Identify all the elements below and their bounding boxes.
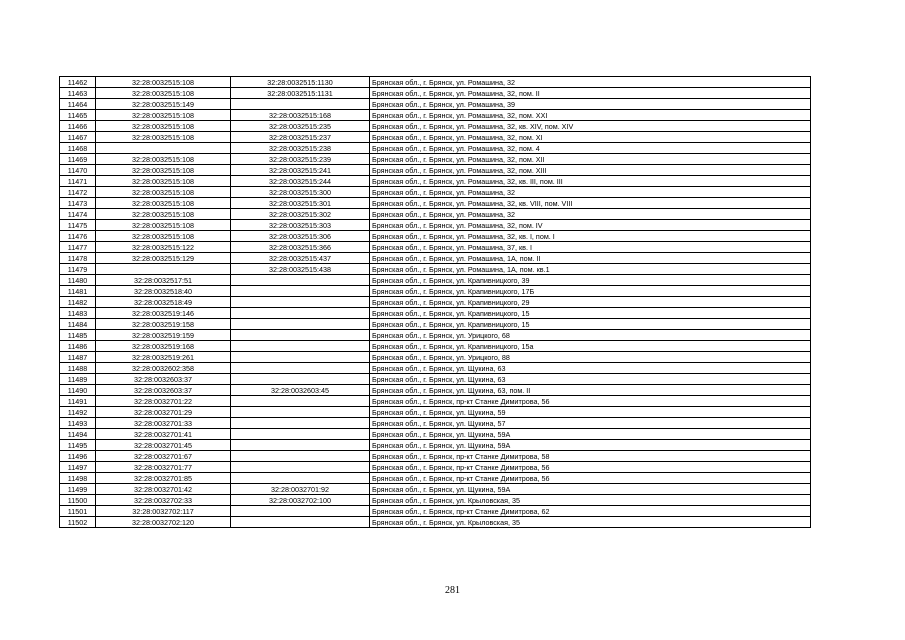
- address-cell: Брянская обл., г. Брянск, ул. Крыловская, 35: [370, 517, 811, 528]
- address-cell: Брянская обл., г. Брянск, ул. Крапивницкого, 29: [370, 297, 811, 308]
- object-cadastral-number-cell: 32:28:0032515:301: [231, 198, 370, 209]
- table-row: [60, 385, 811, 396]
- land-cadastral-number-cell: 32:28:0032518:40: [96, 286, 231, 297]
- object-cadastral-number-cell: 32:28:0032515:1131: [231, 88, 370, 99]
- object-cadastral-number-cell: [231, 418, 370, 429]
- row-number-cell: 11496: [60, 451, 96, 462]
- table-row: [60, 363, 811, 374]
- address-cell: Брянская обл., г. Брянск, ул. Ромашина, 32, пом. IV: [370, 220, 811, 231]
- object-cadastral-number-cell: [231, 506, 370, 517]
- table-row: [60, 330, 811, 341]
- row-number-cell: 11475: [60, 220, 96, 231]
- object-cadastral-number-cell: 32:28:0032515:237: [231, 132, 370, 143]
- row-number-cell: 11494: [60, 429, 96, 440]
- land-cadastral-number-cell: [96, 264, 231, 275]
- object-cadastral-number-cell: 32:28:0032701:92: [231, 484, 370, 495]
- land-cadastral-number-cell: 32:28:0032701:45: [96, 440, 231, 451]
- land-cadastral-number-cell: 32:28:0032515:108: [96, 121, 231, 132]
- object-cadastral-number-cell: [231, 374, 370, 385]
- row-number-cell: 11473: [60, 198, 96, 209]
- table-row: [60, 484, 811, 495]
- object-cadastral-number-cell: [231, 297, 370, 308]
- table-row: [60, 374, 811, 385]
- object-cadastral-number-cell: [231, 396, 370, 407]
- row-number-cell: 11465: [60, 110, 96, 121]
- address-cell: Брянская обл., г. Брянск, ул. Урицкого, 88: [370, 352, 811, 363]
- land-cadastral-number-cell: 32:28:0032519:159: [96, 330, 231, 341]
- object-cadastral-number-cell: [231, 517, 370, 528]
- table-row: [60, 319, 811, 330]
- land-cadastral-number-cell: 32:28:0032701:85: [96, 473, 231, 484]
- object-cadastral-number-cell: [231, 308, 370, 319]
- row-number-cell: 11492: [60, 407, 96, 418]
- object-cadastral-number-cell: [231, 275, 370, 286]
- object-cadastral-number-cell: [231, 407, 370, 418]
- object-cadastral-number-cell: 32:28:0032515:1130: [231, 77, 370, 88]
- registry-table-body: [60, 77, 811, 528]
- table-row: [60, 495, 811, 506]
- address-cell: Брянская обл., г. Брянск, пр-кт Станке Димитрова, 62: [370, 506, 811, 517]
- row-number-cell: 11495: [60, 440, 96, 451]
- table-row: [60, 275, 811, 286]
- row-number-cell: 11489: [60, 374, 96, 385]
- row-number-cell: 11490: [60, 385, 96, 396]
- address-cell: Брянская обл., г. Брянск, ул. Ромашина, 1А, пом. кв.1: [370, 264, 811, 275]
- table-row: [60, 517, 811, 528]
- land-cadastral-number-cell: 32:28:0032515:108: [96, 209, 231, 220]
- row-number-cell: 11482: [60, 297, 96, 308]
- land-cadastral-number-cell: 32:28:0032515:108: [96, 154, 231, 165]
- table-row: [60, 308, 811, 319]
- row-number-cell: 11476: [60, 231, 96, 242]
- object-cadastral-number-cell: 32:28:0032515:168: [231, 110, 370, 121]
- address-cell: Брянская обл., г. Брянск, ул. Ромашина, 32: [370, 209, 811, 220]
- address-cell: Брянская обл., г. Брянск, ул. Ромашина, 32, кв. III, пом. III: [370, 176, 811, 187]
- land-cadastral-number-cell: 32:28:0032519:168: [96, 341, 231, 352]
- table-row: [60, 209, 811, 220]
- object-cadastral-number-cell: 32:28:0032515:235: [231, 121, 370, 132]
- address-cell: Брянская обл., г. Брянск, ул. Щукина, 59: [370, 407, 811, 418]
- table-row: [60, 154, 811, 165]
- row-number-cell: 11486: [60, 341, 96, 352]
- table-row: [60, 165, 811, 176]
- land-cadastral-number-cell: 32:28:0032515:122: [96, 242, 231, 253]
- land-cadastral-number-cell: 32:28:0032702:33: [96, 495, 231, 506]
- land-cadastral-number-cell: 32:28:0032701:22: [96, 396, 231, 407]
- page-number: 281: [445, 585, 460, 596]
- land-cadastral-number-cell: 32:28:0032701:77: [96, 462, 231, 473]
- land-cadastral-number-cell: 32:28:0032515:108: [96, 231, 231, 242]
- row-number-cell: 11499: [60, 484, 96, 495]
- land-cadastral-number-cell: 32:28:0032515:108: [96, 110, 231, 121]
- row-number-cell: 11502: [60, 517, 96, 528]
- table-row: [60, 253, 811, 264]
- table-row: [60, 99, 811, 110]
- address-cell: Брянская обл., г. Брянск, ул. Крапивницкого, 15: [370, 308, 811, 319]
- land-cadastral-number-cell: 32:28:0032701:29: [96, 407, 231, 418]
- address-cell: Брянская обл., г. Брянск, пр-кт Станке Димитрова, 56: [370, 473, 811, 484]
- address-cell: Брянская обл., г. Брянск, ул. Щукина, 59А: [370, 484, 811, 495]
- row-number-cell: 11471: [60, 176, 96, 187]
- table-row: [60, 429, 811, 440]
- table-row: [60, 352, 811, 363]
- address-cell: Брянская обл., г. Брянск, ул. Крыловская, 35: [370, 495, 811, 506]
- address-cell: Брянская обл., г. Брянск, ул. Щукина, 63: [370, 363, 811, 374]
- row-number-cell: 11463: [60, 88, 96, 99]
- table-row: [60, 451, 811, 462]
- address-cell: Брянская обл., г. Брянск, ул. Щукина, 59А: [370, 429, 811, 440]
- table-row: [60, 297, 811, 308]
- object-cadastral-number-cell: [231, 451, 370, 462]
- object-cadastral-number-cell: 32:28:0032515:438: [231, 264, 370, 275]
- address-cell: Брянская обл., г. Брянск, ул. Ромашина, 1А, пом. II: [370, 253, 811, 264]
- row-number-cell: 11491: [60, 396, 96, 407]
- row-number-cell: 11466: [60, 121, 96, 132]
- address-cell: Брянская обл., г. Брянск, ул. Ромашина, 32: [370, 187, 811, 198]
- object-cadastral-number-cell: 32:28:0032515:241: [231, 165, 370, 176]
- land-cadastral-number-cell: 32:28:0032519:158: [96, 319, 231, 330]
- land-cadastral-number-cell: 32:28:0032702:120: [96, 517, 231, 528]
- object-cadastral-number-cell: 32:28:0032515:303: [231, 220, 370, 231]
- table-row: [60, 418, 811, 429]
- row-number-cell: 11464: [60, 99, 96, 110]
- object-cadastral-number-cell: [231, 473, 370, 484]
- address-cell: Брянская обл., г. Брянск, ул. Крапивницкого, 15а: [370, 341, 811, 352]
- object-cadastral-number-cell: [231, 363, 370, 374]
- object-cadastral-number-cell: [231, 429, 370, 440]
- table-row: [60, 143, 811, 154]
- row-number-cell: 11483: [60, 308, 96, 319]
- address-cell: Брянская обл., г. Брянск, ул. Щукина, 59А: [370, 440, 811, 451]
- table-row: [60, 264, 811, 275]
- table-row: [60, 220, 811, 231]
- land-cadastral-number-cell: 32:28:0032515:108: [96, 187, 231, 198]
- table-row: [60, 77, 811, 88]
- row-number-cell: 11462: [60, 77, 96, 88]
- table-row: [60, 462, 811, 473]
- table-row: [60, 440, 811, 451]
- row-number-cell: 11472: [60, 187, 96, 198]
- address-cell: Брянская обл., г. Брянск, ул. Ромашина, 32, кв. VIII, пом. VIII: [370, 198, 811, 209]
- address-cell: Брянская обл., г. Брянск, ул. Щукина, 63: [370, 374, 811, 385]
- row-number-cell: 11488: [60, 363, 96, 374]
- row-number-cell: 11468: [60, 143, 96, 154]
- address-cell: Брянская обл., г. Брянск, пр-кт Станке Димитрова, 56: [370, 396, 811, 407]
- object-cadastral-number-cell: 32:28:0032515:437: [231, 253, 370, 264]
- row-number-cell: 11469: [60, 154, 96, 165]
- row-number-cell: 11493: [60, 418, 96, 429]
- row-number-cell: 11484: [60, 319, 96, 330]
- land-cadastral-number-cell: 32:28:0032603:37: [96, 374, 231, 385]
- address-cell: Брянская обл., г. Брянск, ул. Щукина, 57: [370, 418, 811, 429]
- land-cadastral-number-cell: 32:28:0032518:49: [96, 297, 231, 308]
- row-number-cell: 11498: [60, 473, 96, 484]
- object-cadastral-number-cell: 32:28:0032515:300: [231, 187, 370, 198]
- land-cadastral-number-cell: 32:28:0032515:129: [96, 253, 231, 264]
- land-cadastral-number-cell: 32:28:0032702:117: [96, 506, 231, 517]
- address-cell: Брянская обл., г. Брянск, ул. Урицкого, 68: [370, 330, 811, 341]
- object-cadastral-number-cell: [231, 440, 370, 451]
- row-number-cell: 11481: [60, 286, 96, 297]
- land-cadastral-number-cell: 32:28:0032701:33: [96, 418, 231, 429]
- object-cadastral-number-cell: [231, 330, 370, 341]
- address-cell: Брянская обл., г. Брянск, ул. Ромашина, 32, пом. XI: [370, 132, 811, 143]
- land-cadastral-number-cell: 32:28:0032515:108: [96, 165, 231, 176]
- land-cadastral-number-cell: 32:28:0032701:41: [96, 429, 231, 440]
- address-cell: Брянская обл., г. Брянск, ул. Ромашина, 32: [370, 77, 811, 88]
- row-number-cell: 11485: [60, 330, 96, 341]
- address-cell: Брянская обл., г. Брянск, ул. Ромашина, 32, кв. I, пом. I: [370, 231, 811, 242]
- table-row: [60, 187, 811, 198]
- address-cell: Брянская обл., г. Брянск, ул. Ромашина, 32, пом. XII: [370, 154, 811, 165]
- land-cadastral-number-cell: 32:28:0032519:146: [96, 308, 231, 319]
- table-row: [60, 110, 811, 121]
- object-cadastral-number-cell: 32:28:0032515:302: [231, 209, 370, 220]
- row-number-cell: 11478: [60, 253, 96, 264]
- table-row: [60, 132, 811, 143]
- row-number-cell: 11501: [60, 506, 96, 517]
- table-row: [60, 231, 811, 242]
- object-cadastral-number-cell: [231, 319, 370, 330]
- table-row: [60, 176, 811, 187]
- land-cadastral-number-cell: 32:28:0032515:108: [96, 198, 231, 209]
- table-row: [60, 198, 811, 209]
- row-number-cell: 11467: [60, 132, 96, 143]
- address-cell: Брянская обл., г. Брянск, ул. Ромашина, 32, пом. XXI: [370, 110, 811, 121]
- land-cadastral-number-cell: 32:28:0032515:108: [96, 176, 231, 187]
- address-cell: Брянская обл., г. Брянск, ул. Крапивницкого, 17Б: [370, 286, 811, 297]
- object-cadastral-number-cell: [231, 286, 370, 297]
- object-cadastral-number-cell: 32:28:0032702:100: [231, 495, 370, 506]
- object-cadastral-number-cell: 32:28:0032515:366: [231, 242, 370, 253]
- object-cadastral-number-cell: 32:28:0032515:238: [231, 143, 370, 154]
- land-cadastral-number-cell: 32:28:0032603:37: [96, 385, 231, 396]
- row-number-cell: 11477: [60, 242, 96, 253]
- object-cadastral-number-cell: [231, 99, 370, 110]
- object-cadastral-number-cell: 32:28:0032603:45: [231, 385, 370, 396]
- address-cell: Брянская обл., г. Брянск, пр-кт Станке Димитрова, 58: [370, 451, 811, 462]
- table-row: [60, 121, 811, 132]
- object-cadastral-number-cell: [231, 352, 370, 363]
- table-row: [60, 407, 811, 418]
- registry-table: [59, 76, 811, 528]
- row-number-cell: 11479: [60, 264, 96, 275]
- table-row: [60, 341, 811, 352]
- land-cadastral-number-cell: 32:28:0032515:108: [96, 220, 231, 231]
- object-cadastral-number-cell: 32:28:0032515:239: [231, 154, 370, 165]
- address-cell: Брянская обл., г. Брянск, ул. Ромашина, 32, кв. XIV, пом. XIV: [370, 121, 811, 132]
- row-number-cell: 11474: [60, 209, 96, 220]
- object-cadastral-number-cell: [231, 341, 370, 352]
- object-cadastral-number-cell: 32:28:0032515:244: [231, 176, 370, 187]
- row-number-cell: 11480: [60, 275, 96, 286]
- land-cadastral-number-cell: 32:28:0032519:261: [96, 352, 231, 363]
- object-cadastral-number-cell: 32:28:0032515:306: [231, 231, 370, 242]
- address-cell: Брянская обл., г. Брянск, пр-кт Станке Димитрова, 56: [370, 462, 811, 473]
- address-cell: Брянская обл., г. Брянск, ул. Щукина, 63, пом. II: [370, 385, 811, 396]
- land-cadastral-number-cell: 32:28:0032515:108: [96, 88, 231, 99]
- land-cadastral-number-cell: 32:28:0032515:149: [96, 99, 231, 110]
- address-cell: Брянская обл., г. Брянск, ул. Ромашина, 32, пом. XIII: [370, 165, 811, 176]
- address-cell: Брянская обл., г. Брянск, ул. Крапивницкого, 39: [370, 275, 811, 286]
- address-cell: Брянская обл., г. Брянск, ул. Ромашина, 39: [370, 99, 811, 110]
- land-cadastral-number-cell: 32:28:0032515:108: [96, 132, 231, 143]
- table-row: [60, 242, 811, 253]
- table-row: [60, 473, 811, 484]
- row-number-cell: 11470: [60, 165, 96, 176]
- table-row: [60, 506, 811, 517]
- land-cadastral-number-cell: [96, 143, 231, 154]
- table-row: [60, 88, 811, 99]
- land-cadastral-number-cell: 32:28:0032701:67: [96, 451, 231, 462]
- land-cadastral-number-cell: 32:28:0032517:51: [96, 275, 231, 286]
- address-cell: Брянская обл., г. Брянск, ул. Ромашина, 32, пом. II: [370, 88, 811, 99]
- land-cadastral-number-cell: 32:28:0032515:108: [96, 77, 231, 88]
- table-row: [60, 286, 811, 297]
- land-cadastral-number-cell: 32:28:0032602:358: [96, 363, 231, 374]
- row-number-cell: 11487: [60, 352, 96, 363]
- row-number-cell: 11497: [60, 462, 96, 473]
- address-cell: Брянская обл., г. Брянск, ул. Ромашина, 37, кв. I: [370, 242, 811, 253]
- table-row: [60, 396, 811, 407]
- land-cadastral-number-cell: 32:28:0032701:42: [96, 484, 231, 495]
- object-cadastral-number-cell: [231, 462, 370, 473]
- row-number-cell: 11500: [60, 495, 96, 506]
- address-cell: Брянская обл., г. Брянск, ул. Ромашина, 32, пом. 4: [370, 143, 811, 154]
- address-cell: Брянская обл., г. Брянск, ул. Крапивницкого, 15: [370, 319, 811, 330]
